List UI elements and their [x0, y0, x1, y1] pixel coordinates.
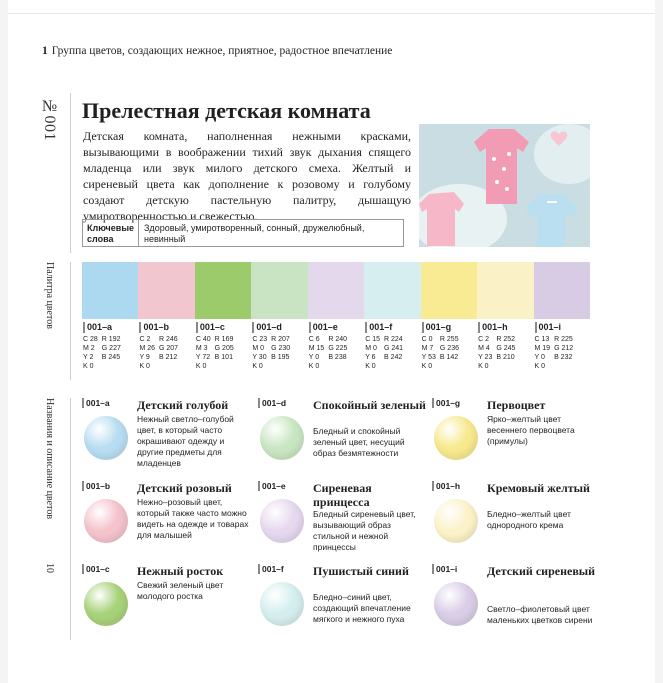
palette-code — [477, 322, 533, 371]
color-entry — [82, 481, 254, 561]
palette-code — [364, 322, 420, 371]
color-entry — [258, 398, 430, 478]
page-left-edge — [0, 0, 8, 683]
entry-description: Бледно–синий цвет, создающий впечатление мягкого и нежного пуха — [313, 592, 411, 624]
color-entry — [258, 481, 430, 561]
color-entry — [432, 564, 604, 644]
palette-swatch — [138, 262, 194, 319]
palette-codes — [82, 322, 590, 371]
entry-id: 001–g — [432, 398, 460, 408]
entry-id: 001–a — [82, 398, 110, 408]
section-label-names: Названия и описание цветов — [44, 398, 55, 520]
palette-rgb: R 246 G 207 B 212 — [159, 336, 179, 361]
entry-id: 001–f — [258, 564, 284, 574]
palette-swatch — [195, 262, 251, 319]
entry-id: 001–c — [82, 564, 110, 574]
entry-id: 001–e — [258, 481, 286, 491]
color-ball — [260, 416, 304, 460]
color-ball — [260, 499, 304, 543]
entry-id: 001–d — [258, 398, 286, 408]
page-code: №001 — [41, 98, 58, 141]
palette-cmyk: C 15 M 0 Y 6 K 0 — [365, 336, 380, 370]
palette-cmyk: C 6 M 15 Y 0 K 0 — [308, 336, 325, 370]
palette-code-id: 001–e — [309, 322, 364, 333]
palette-rgb: R 207 G 230 B 195 — [271, 336, 291, 361]
divider-title — [70, 93, 71, 253]
palette-code-id: 001–a — [83, 322, 138, 333]
chapter-number: 1 — [42, 45, 48, 57]
keywords-label: Ключевые слова — [83, 220, 139, 246]
palette-swatch — [421, 262, 477, 319]
entry-description: Нежно–розовый цвет, который также часто можно видеть на одежде и товарах для малышей — [137, 497, 249, 540]
palette-code — [251, 322, 307, 371]
palette-rgb: R 225 G 212 B 232 — [554, 336, 574, 361]
entry-name: Детский голубой — [137, 398, 229, 412]
palette-swatch — [477, 262, 533, 319]
palette-code — [308, 322, 364, 371]
palette-code-id: 001–h — [478, 322, 533, 333]
color-ball — [84, 499, 128, 543]
entry-name: Первоцвет — [487, 398, 546, 412]
palette-cmyk: C 2 M 4 Y 23 K 0 — [478, 336, 493, 370]
keywords-box — [82, 219, 404, 247]
palette-code — [138, 322, 194, 371]
color-ball — [434, 499, 478, 543]
palette-code-id: 001–c — [196, 322, 251, 333]
color-ball — [84, 582, 128, 626]
palette-rgb: R 224 G 241 B 242 — [383, 336, 404, 361]
color-entry — [82, 564, 254, 644]
entry-description: Ярко–желтый цвет весеннего первоцвета (примулы) — [487, 414, 575, 446]
palette-swatch — [251, 262, 307, 319]
palette-rgb: R 240 G 225 B 238 — [328, 336, 348, 361]
color-ball — [434, 416, 478, 460]
entry-name: Детский розовый — [137, 481, 232, 495]
entry-name: Спокойный зеленый — [313, 398, 426, 412]
intro-text: Детская комната, наполненная нежными красками, вызывающими в воображении тихий звук дыхания спящего младенца или звук милого детского смеха. Желтый и сиреневый цвета как дополнение к розовому и голубому создают детскую пастельную палитру, дышащую умиротворенностью и свежестью. — [83, 129, 411, 223]
palette-cmyk: C 13 M 19 Y 0 K 0 — [534, 336, 551, 370]
entry-description: Светло–фиолетовый цвет маленьких цветков сирени — [487, 604, 593, 625]
palette-code-id: 001–b — [139, 322, 194, 333]
cookies-photo — [419, 124, 590, 247]
entry-name: Кремовый желтый — [487, 481, 590, 495]
palette-code — [534, 322, 590, 371]
palette-cmyk: C 0 M 7 Y 53 K 0 — [421, 336, 436, 370]
color-ball — [84, 416, 128, 460]
palette-code-id: 001–g — [422, 322, 477, 333]
palette-cmyk: C 28 M 2 Y 2 K 0 — [83, 336, 98, 370]
color-entry — [432, 398, 604, 478]
palette-rgb: R 255 G 236 B 142 — [439, 336, 459, 361]
entry-description: Бледный сиреневый цвет, вызывающий образ стильной и нежной принцессы — [313, 509, 416, 552]
palette-cmyk: C 40 M 3 Y 72 K 0 — [195, 336, 211, 370]
palette-code — [421, 322, 477, 371]
palette-swatch — [82, 262, 138, 319]
color-ball — [434, 582, 478, 626]
chapter-header — [42, 45, 392, 57]
page-right-edge — [655, 0, 663, 683]
palette-rgb: R 169 G 205 B 101 — [214, 336, 234, 361]
entry-name: Пушистый синий — [313, 564, 409, 578]
palette-cmyk: C 2 M 26 Y 9 K 0 — [139, 336, 155, 370]
palette-code-id: 001–f — [365, 322, 420, 333]
palette-code-id: 001–d — [252, 322, 307, 333]
entry-name: Сиреневая принцесса — [313, 481, 372, 509]
palette-swatch — [364, 262, 420, 319]
entry-description: Свежий зеленый цвет молодого ростка — [137, 580, 224, 601]
page-top-edge — [0, 0, 663, 14]
palette-cmyk: C 23 M 0 Y 30 K 0 — [252, 336, 268, 370]
palette-code-id: 001–i — [535, 322, 590, 333]
page-title: Прелестная детская комната — [82, 98, 371, 123]
entry-id: 001–i — [432, 564, 457, 574]
entry-description: Нежный светло–голубой цвет, в который часто окрашивают одежду и другие предметы для младенцев — [137, 414, 234, 468]
palette-rgb: R 192 G 227 B 245 — [101, 336, 121, 361]
entry-id: 001–b — [82, 481, 110, 491]
palette-swatch — [308, 262, 364, 319]
entry-description: Бледно–желтый цвет однородного крема — [487, 509, 571, 530]
color-entry — [432, 481, 604, 561]
page-number: 10 — [44, 563, 55, 573]
palette-rgb: R 252 G 245 B 210 — [496, 336, 516, 361]
palette-swatch — [534, 262, 590, 319]
keywords-text: Здоровый, умиротворенный, сонный, дружелюбный, невинный — [144, 223, 365, 244]
palette-code — [82, 322, 138, 371]
palette-code — [195, 322, 251, 371]
entry-description: Бледный и спокойный зеленый цвет, несущий образ безмятежности — [313, 426, 405, 458]
section-label-palette: Палитра цветов — [44, 262, 55, 329]
divider-palette — [70, 262, 71, 380]
color-ball — [260, 582, 304, 626]
entry-name: Детский сиреневый — [487, 564, 596, 578]
color-entry — [82, 398, 254, 478]
divider-names — [70, 398, 71, 640]
chapter-title: Группа цветов, создающих нежное, приятное, радостное впечатление — [51, 45, 393, 57]
entry-name: Нежный росток — [137, 564, 224, 578]
palette-swatches — [82, 262, 590, 319]
entry-id: 001–h — [432, 481, 460, 491]
color-entry — [258, 564, 430, 644]
